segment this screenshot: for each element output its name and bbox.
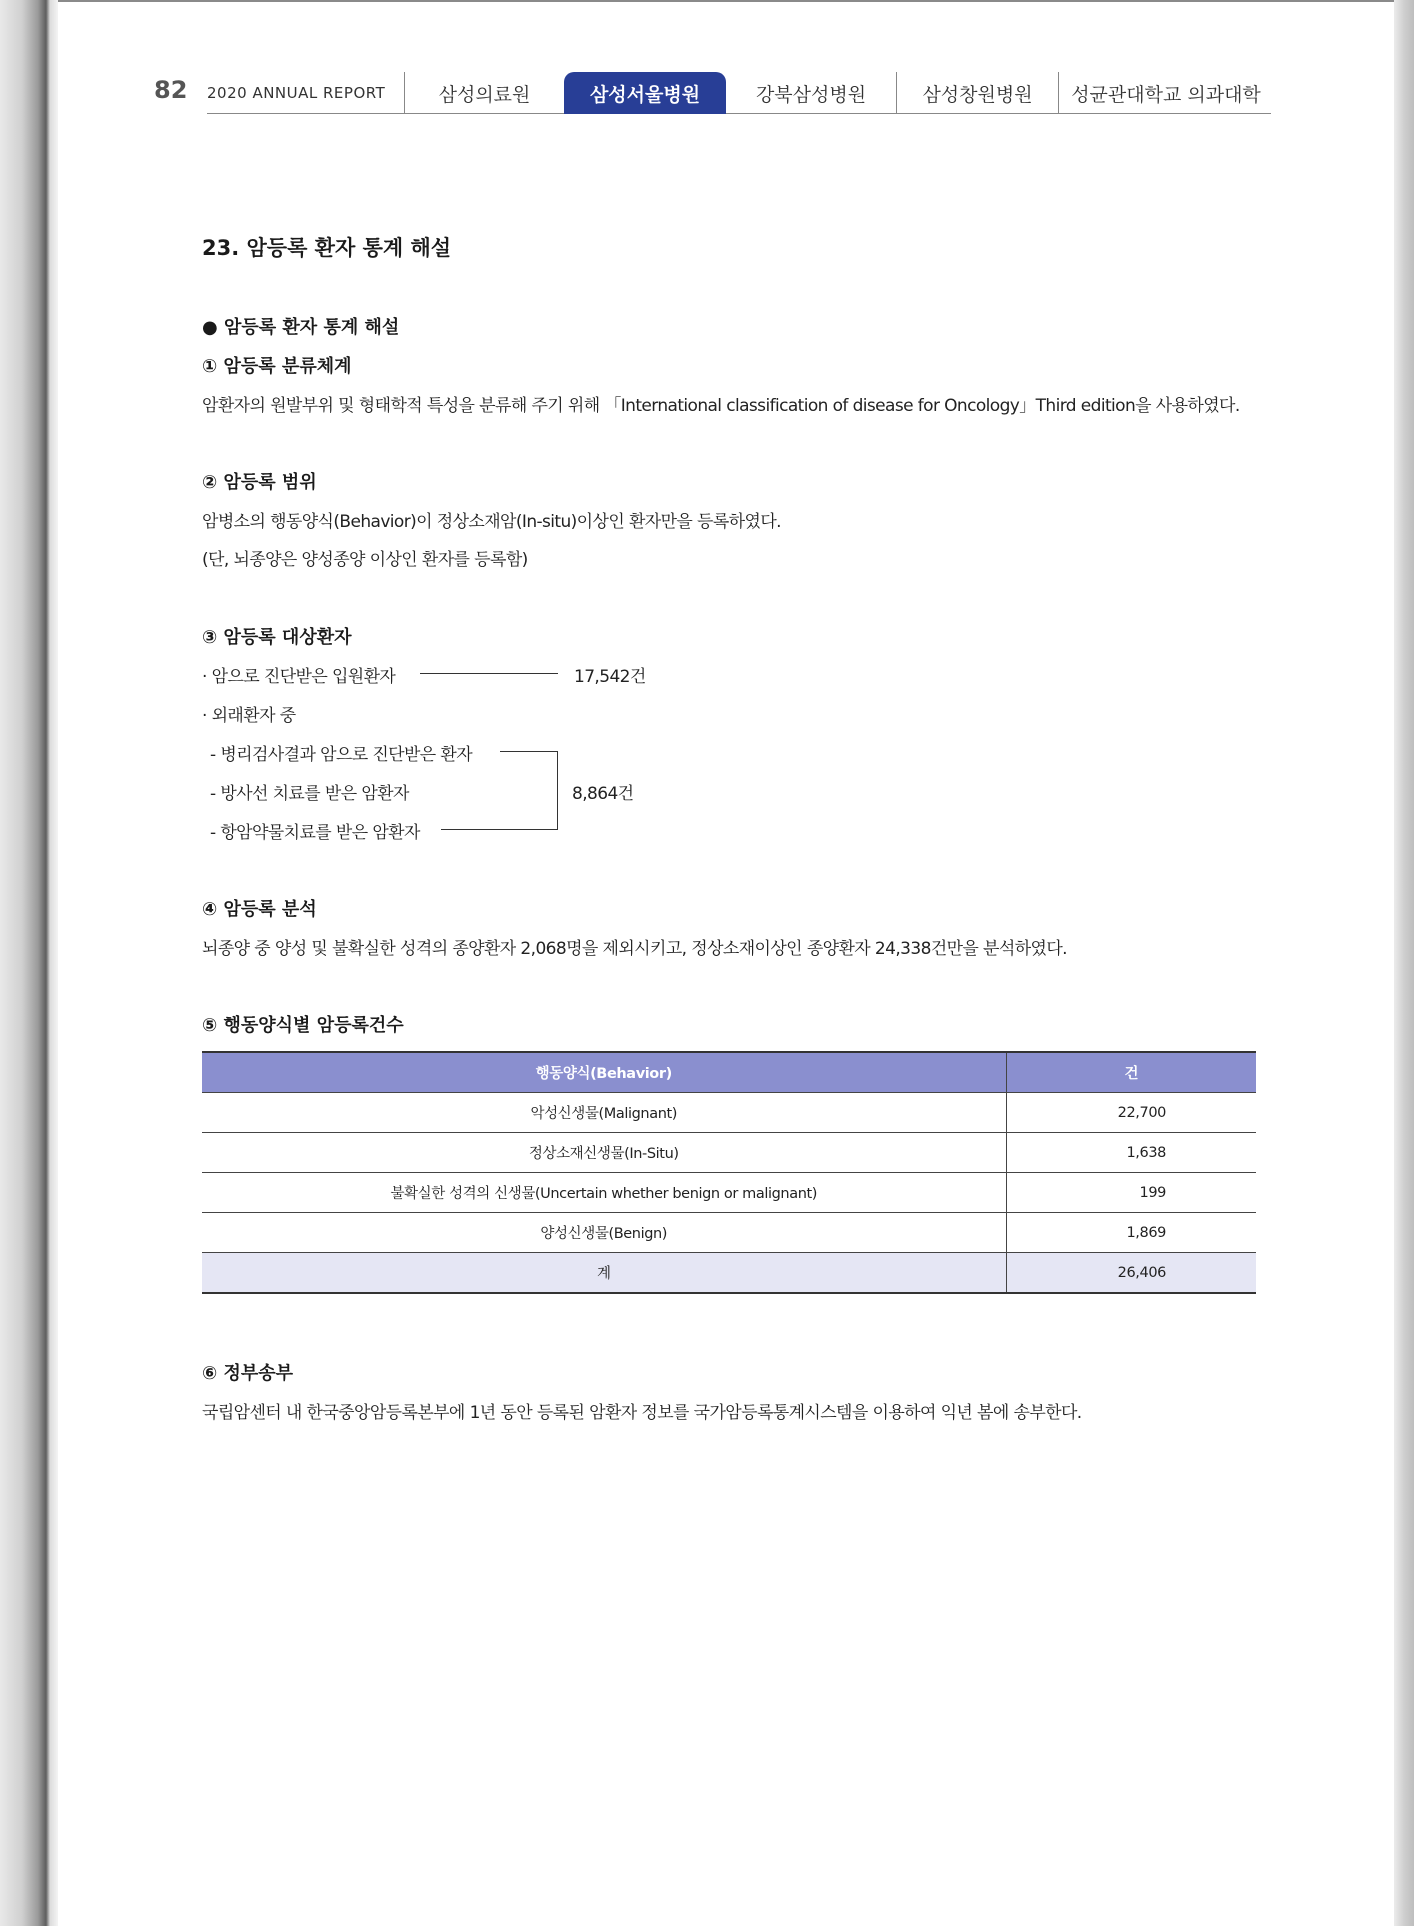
total-count: 26,406: [1006, 1253, 1256, 1294]
out1-leader-line: [500, 751, 557, 752]
s6-title: ⑥ 정부송부: [202, 1363, 294, 1384]
s3-outpatient-count: 8,864건: [572, 784, 634, 804]
book-spine-edge: [0, 0, 58, 1926]
table-row: [202, 1213, 1256, 1253]
table-header-behavior: 행동양식(Behavior): [202, 1052, 1006, 1093]
tab-samsung-medical-center[interactable]: 삼성의료원: [404, 72, 564, 114]
s3-out3: - 항암약물치료를 받은 암환자: [210, 823, 420, 843]
row-behavior: 불확실한 성격의 신생물(Uncertain whether benign or malignant): [202, 1173, 1006, 1213]
tab-kangbuk-samsung-hospital[interactable]: 강북삼성병원: [755, 83, 867, 106]
s4-text: 뇌종양 중 양성 및 불확실한 성격의 종양환자 2,068명을 제외시키고, 정상소재이상인 종양환자 24,338건만을 분석하였다.: [202, 939, 1067, 959]
row-behavior: 악성신생물(Malignant): [202, 1093, 1006, 1133]
s5-title: ⑤ 행동양식별 암등록건수: [202, 1015, 404, 1036]
total-label: 계: [202, 1253, 1006, 1294]
behavior-count-table: [202, 1051, 1256, 1294]
inpatient-leader-line: [420, 673, 558, 674]
document-page: [58, 0, 1394, 1928]
row-behavior: 양성신생물(Benign): [202, 1213, 1006, 1253]
table-row: [202, 1133, 1256, 1173]
row-count: 22,700: [1006, 1093, 1256, 1133]
table-header-row: [202, 1052, 1256, 1093]
table-row: [202, 1173, 1256, 1213]
s2-title: ② 암등록 범위: [202, 472, 317, 493]
s3-inpatient-label: · 암으로 진단받은 입원환자: [202, 667, 396, 687]
row-count: 1,638: [1006, 1133, 1256, 1173]
page-number: 82: [154, 76, 188, 104]
s6-text: 국립암센터 내 한국중앙암등록본부에 1년 동안 등록된 암환자 정보를 국가암등록통계시스템을 이용하여 익년 봄에 송부한다.: [202, 1403, 1082, 1423]
s3-out2: - 방사선 치료를 받은 암환자: [210, 784, 409, 804]
s3-title: ③ 암등록 대상환자: [202, 627, 352, 648]
s3-inpatient-count: 17,542건: [574, 667, 646, 687]
s1-title: ① 암등록 분류체계: [202, 356, 352, 377]
report-title: 2020 ANNUAL REPORT: [207, 84, 386, 102]
hospital-tabs: [404, 72, 1273, 114]
tab-samsung-seoul-hospital[interactable]: 삼성서울병원: [564, 72, 726, 114]
out3-leader-line: [441, 829, 557, 830]
s2-line2: (단, 뇌종양은 양성종양 이상인 환자를 등록함): [202, 550, 528, 570]
table-header-count: 건: [1006, 1052, 1256, 1093]
subsection-title: ● 암등록 환자 통계 해설: [202, 317, 400, 338]
s3-out1: - 병리검사결과 암으로 진단받은 환자: [210, 745, 473, 765]
table-row: [202, 1093, 1256, 1133]
tab-skku-medicine[interactable]: 성균관대학교 의과대학: [1058, 72, 1273, 114]
section-title: 23. 암등록 환자 통계 해설: [202, 236, 452, 260]
row-count: 1,869: [1006, 1213, 1256, 1253]
s2-line1: 암병소의 행동양식(Behavior)이 정상소재암(In-situ)이상인 환자만을 등록하였다.: [202, 512, 781, 532]
table-total-row: [202, 1253, 1256, 1294]
s3-outpatient-label: · 외래환자 중: [202, 706, 296, 726]
row-behavior: 정상소재신생물(In-Situ): [202, 1133, 1006, 1173]
s1-text: 암환자의 원발부위 및 형태학적 특성을 분류해 주기 위해 「International classification of disease for Oncology」Third edition을 사용하였다.: [202, 396, 1240, 416]
tab-samsung-changwon-hospital[interactable]: 삼성창원병원: [896, 72, 1058, 114]
book-page-edge: [1394, 0, 1414, 1926]
row-count: 199: [1006, 1173, 1256, 1213]
s4-title: ④ 암등록 분석: [202, 899, 317, 920]
outpatient-bracket: [557, 751, 558, 830]
